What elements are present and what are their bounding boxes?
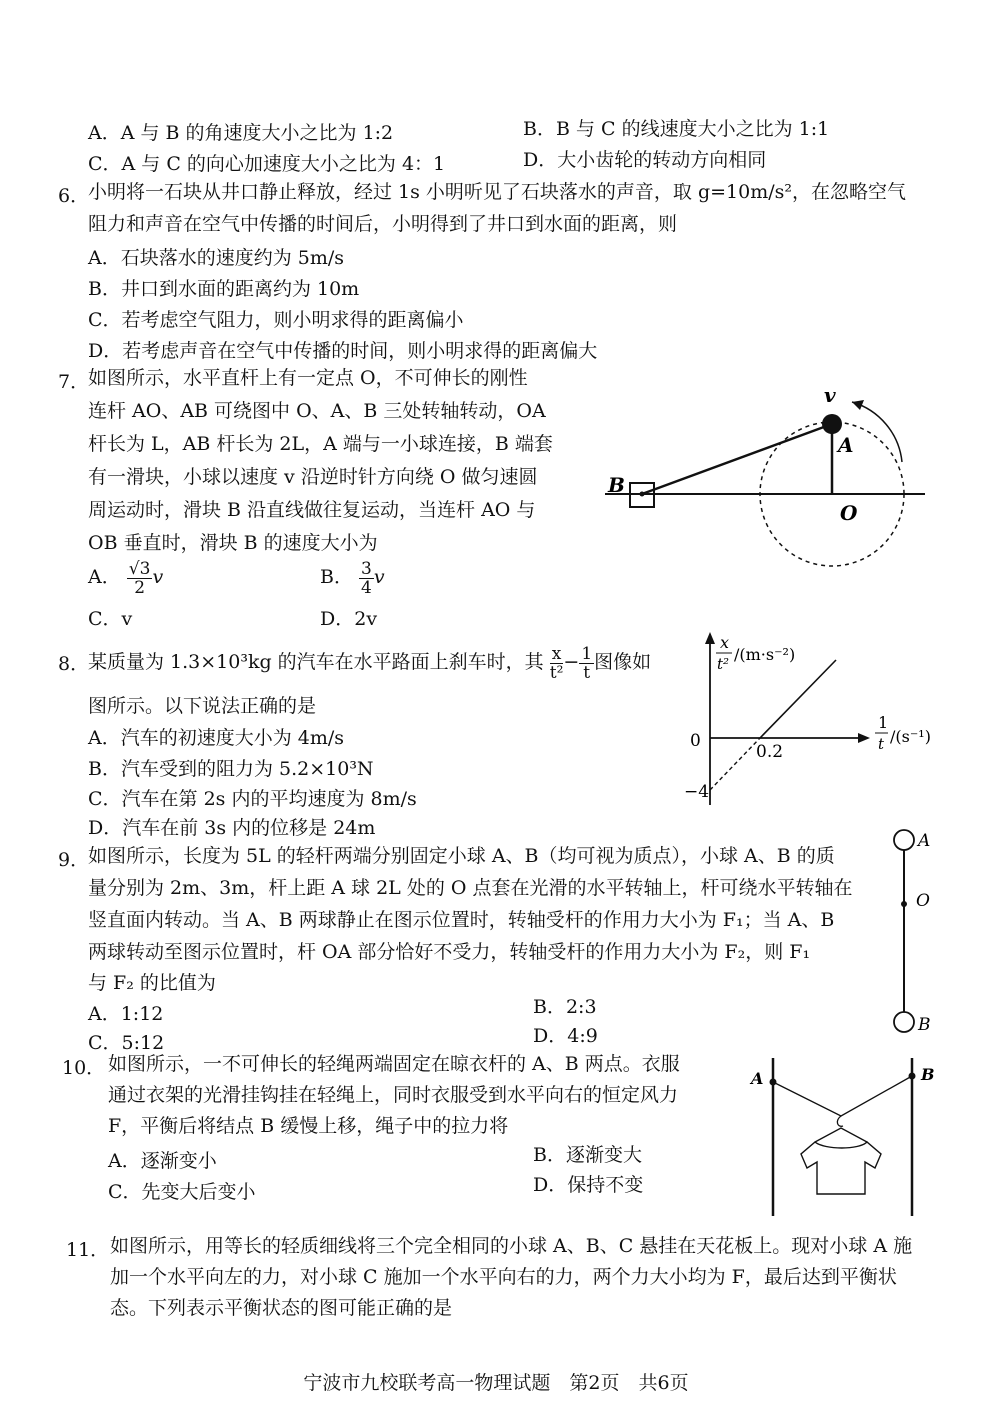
q8-fraction1-denominator: t² <box>549 662 564 683</box>
q8-stem-minus: − <box>563 651 580 673</box>
page-footer: 宁波市九校联考高一物理试题 第2页 共6页 <box>303 1372 689 1394</box>
q10-stem-line1: 如图所示，一不可伸长的轻绳两端固定在晾衣杆的 A、B 两点。衣服 <box>108 1053 680 1075</box>
q8-stem-line1-end: 图像如 <box>594 651 652 673</box>
q8-graph-xlabel-unit: /(s⁻¹) <box>890 727 931 746</box>
q8-graph-ylabel-num: x <box>720 633 730 652</box>
q10-label-a: A <box>751 1069 764 1088</box>
q9-option-d: D．4:9 <box>533 1025 598 1047</box>
q8-option-c: C．汽车在第 2s 内的平均速度为 8m/s <box>88 788 417 810</box>
q9-stem-line2: 量分别为 2m、3m，杆上距 A 球 2L 处的 O 点套在光滑的水平转轴上，杆可绕水平转轴在 <box>88 877 853 899</box>
q7-option-b-numerator: 3 <box>361 558 372 579</box>
q7-option-b-label: B． <box>320 566 353 588</box>
q9-stem-line4: 两球转动至图示位置时，杆 OA 部分恰好不受力，转轴受杆的作用力大小为 F₂，则 F₁ <box>88 941 811 963</box>
q10-figure <box>745 1050 945 1220</box>
q7-stem-line3: 杆长为 L，AB 杆长为 2L，A 端与一小球连接，B 端套 <box>88 433 553 455</box>
q10-option-d: D．保持不变 <box>533 1174 644 1196</box>
q9-option-c: C．5:12 <box>88 1032 165 1054</box>
q8-fraction2-denominator: t <box>583 662 591 683</box>
q8-stem-line1 <box>88 640 651 684</box>
q11-number: 11． <box>66 1239 110 1261</box>
q9-label-a: A <box>918 831 931 851</box>
q5-option-a: A．A 与 B 的角速度大小之比为 1:2 <box>88 122 394 144</box>
q8-stem-line1-start: 某质量为 1.3×10³kg 的汽车在水平路面上刹车时，其 <box>88 651 544 673</box>
q8-option-a: A．汽车的初速度大小为 4m/s <box>88 727 345 749</box>
q9-option-a: A．1:12 <box>88 1003 164 1025</box>
q10-label-b: B <box>921 1065 935 1084</box>
q6-option-c: C．若考虑空气阻力，则小明求得的距离偏小 <box>88 309 464 331</box>
q7-option-a-label: A． <box>88 566 121 588</box>
q11-stem-line2: 加一个水平向左的力，对小球 C 施加一个水平向右的力，两个力大小均为 F，最后达到平衡状 <box>110 1266 897 1288</box>
q8-graph <box>668 630 968 810</box>
q6-option-d: D．若考虑声音在空气中传播的时间，则小明求得的距离偏大 <box>88 340 598 362</box>
q7-option-a-fraction <box>127 560 153 597</box>
q9-number: 9． <box>58 849 90 871</box>
q10-number: 10． <box>62 1057 106 1079</box>
q9-figure <box>888 822 948 1042</box>
q10-option-c: C．先变大后变小 <box>108 1181 256 1203</box>
q10-option-b: B．逐渐变大 <box>533 1144 642 1166</box>
q7-stem-line4: 有一滑块，小球以速度 v 沿逆时针方向绕 O 做匀速圆 <box>88 466 538 488</box>
q8-stem-fraction2 <box>579 645 594 682</box>
q8-graph-ylabel-den: t² <box>717 655 730 673</box>
q8-stem-line2: 图所示。以下说法正确的是 <box>88 695 317 717</box>
q10-option-a: A．逐渐变小 <box>108 1150 217 1172</box>
q7-stem-line5: 周运动时，滑块 B 沿直线做往复运动，当连杆 AO 与 <box>88 499 536 521</box>
q8-number: 8． <box>58 653 90 675</box>
q8-graph-xlabel-num: 1 <box>878 713 889 732</box>
q8-option-d: D．汽车在前 3s 内的位移是 24m <box>88 817 376 839</box>
q6-stem-line1: 小明将一石块从井口静止释放，经过 1s 小明听见了石块落水的声音，取 g=10m/s²，在忽略空气 <box>88 181 907 203</box>
q7-option-a <box>88 555 163 599</box>
q7-option-b-v: v <box>373 566 385 588</box>
q5-option-d: D．大小齿轮的转动方向相同 <box>523 149 767 171</box>
q7-label-v: v <box>824 383 836 407</box>
q8-graph-origin: 0 <box>690 731 701 751</box>
q8-fraction2-numerator: 1 <box>581 643 593 664</box>
q7-label-b: B <box>608 473 625 497</box>
q6-option-b: B．井口到水面的距离约为 10m <box>88 278 360 300</box>
q7-stem-line2: 连杆 AO、AB 可绕图中 O、A、B 三处转轴转动，OA <box>88 400 546 422</box>
q8-graph-ylabel-unit: /(m·s⁻²) <box>734 645 796 664</box>
q9-label-o: O <box>916 891 930 911</box>
q9-option-b: B．2:3 <box>533 996 597 1018</box>
q7-option-a-v: v <box>152 566 164 588</box>
q7-option-b-denominator: 4 <box>361 577 372 598</box>
q6-number: 6． <box>58 185 90 207</box>
q7-label-a: A <box>838 433 854 457</box>
q10-stem-line3: F，平衡后将结点 B 缓慢上移，绳子中的拉力将 <box>108 1115 509 1137</box>
q7-option-c: C．v <box>88 608 133 630</box>
q8-graph-x-tick: 0.2 <box>756 742 784 762</box>
q7-stem-line6: OB 垂直时，滑块 B 的速度大小为 <box>88 532 378 554</box>
q7-number: 7． <box>58 371 90 393</box>
q11-stem-line3: 态。下列表示平衡状态的图可能正确的是 <box>110 1297 453 1319</box>
q11-stem-line1: 如图所示，用等长的轻质细线将三个完全相同的小球 A、B、C 悬挂在天花板上。现对小球 A 施 <box>110 1235 913 1257</box>
q7-option-a-denominator: 2 <box>134 577 146 598</box>
q9-stem-line1: 如图所示，长度为 5L 的轻杆两端分别固定小球 A、B（均可视为质点），小球 A、B 的质 <box>88 845 835 867</box>
q7-option-b-fraction <box>359 560 374 597</box>
q5-option-b: B．B 与 C 的线速度大小之比为 1:1 <box>523 118 830 140</box>
q9-stem-line5: 与 F₂ 的比值为 <box>88 972 216 994</box>
q7-figure <box>590 380 930 580</box>
q10-stem-line2: 通过衣架的光滑挂钩挂在轻绳上，同时衣服受到水平向右的恒定风力 <box>108 1084 679 1106</box>
q6-stem-line2: 阻力和声音在空气中传播的时间后，小明得到了井口到水面的距离，则 <box>88 213 678 235</box>
q5-option-c: C．A 与 C 的向心加速度大小之比为 4：1 <box>88 153 446 175</box>
q7-label-o: O <box>840 501 858 525</box>
q8-stem-fraction1 <box>550 645 564 682</box>
q7-option-a-numerator: √3 <box>128 558 151 579</box>
q9-label-b: B <box>918 1015 931 1035</box>
q7-stem-line1: 如图所示，水平直杆上有一定点 O，不可伸长的刚性 <box>88 367 528 389</box>
q8-graph-xlabel-den: t <box>878 735 885 753</box>
q8-graph-y-tick: −4 <box>684 782 710 802</box>
q8-option-b: B．汽车受到的阻力为 5.2×10³N <box>88 758 374 780</box>
q8-fraction1-numerator: x <box>550 645 564 664</box>
q7-option-b <box>320 555 385 599</box>
q9-stem-line3: 竖直面内转动。当 A、B 两球静止在图示位置时，转轴受杆的作用力大小为 F₁；当 A、B <box>88 909 835 931</box>
q7-option-d: D．2v <box>320 608 378 630</box>
q6-option-a: A．石块落水的速度约为 5m/s <box>88 247 345 269</box>
